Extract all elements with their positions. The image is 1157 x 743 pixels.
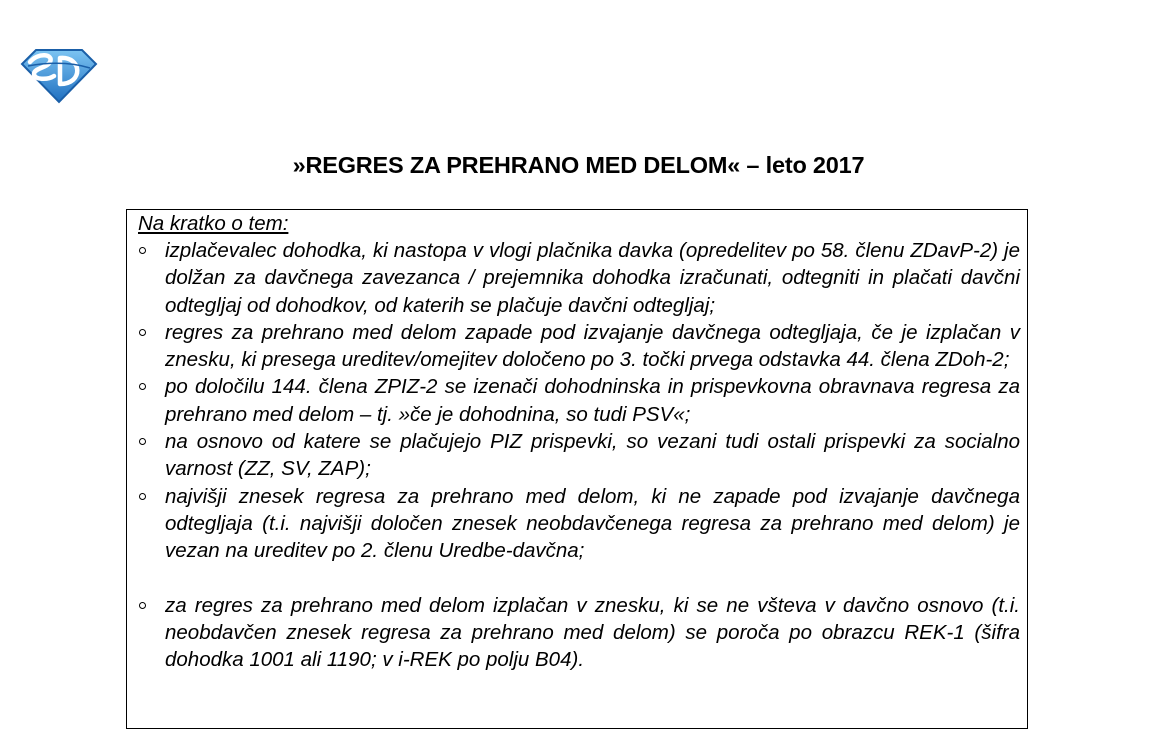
bullet-icon bbox=[139, 493, 146, 500]
bullet-list bbox=[127, 237, 1027, 673]
bullet-icon bbox=[139, 602, 146, 609]
list-item-text: na osnovo od katere se plačujejo PIZ prispevki, so vezani tudi ostali prispevki za socialno varnost (ZZ, SV, ZAP); bbox=[165, 430, 1020, 481]
box-heading: Na kratko o tem: bbox=[138, 212, 289, 235]
summary-box bbox=[126, 209, 1028, 729]
page-title: »REGRES ZA PREHRANO MED DELOM« – leto 2017 bbox=[292, 152, 865, 178]
list-item bbox=[127, 319, 1027, 374]
list-item bbox=[127, 483, 1027, 565]
bullet-icon bbox=[139, 438, 146, 445]
list-item-text: izplačevalec dohodka, ki nastopa v vlogi plačnika davka (opredelitev po 58. členu ZDavP-2) je dolžan za davčnega zavezanca / prejemnika dohodka izračunati, odtegniti in plačati davčni odtegljaj od dohodkov, od katerih se plačuje davčni odtegljaj; bbox=[165, 239, 1020, 317]
bullet-icon bbox=[139, 247, 146, 254]
list-item-text: najvišji znesek regresa za prehrano med delom, ki ne zapade pod izvajanje davčnega odtegljaja (t.i. najvišji določen znesek neobdavčenega regresa za prehrano med delom) je vezan na ureditev po 2. členu Uredbe-davčna; bbox=[165, 484, 1020, 563]
bullet-icon bbox=[139, 329, 146, 336]
sd-shield-logo-icon bbox=[20, 46, 98, 104]
list-item-text: po določilu 144. člena ZPIZ-2 se izenači dohodninska in prispevkovna obravnava regresa za prehrano med delom – tj. »če je dohodnina, so tudi PSV«; bbox=[165, 375, 1020, 426]
list-item bbox=[127, 428, 1027, 483]
bullet-icon bbox=[139, 383, 146, 390]
list-item-text: za regres za prehrano med delom izplačan v znesku, ki se ne všteva v davčno osnovo (t.i. neobdavčen znesek regresa za prehrano med delom) se poroča po obrazcu REK-1 (šifra dohodka 1001 ali 1190; v i-REK po polju B04). bbox=[165, 593, 1020, 672]
list-item bbox=[127, 373, 1027, 428]
list-item-text: regres za prehrano med delom zapade pod izvajanje davčnega odtegljaja, če je izplačan v znesku, ki presega ureditev/omejitev določeno po 3. točki prvega odstavka 44. člena ZDoh-2; bbox=[165, 320, 1020, 372]
list-item bbox=[127, 592, 1027, 674]
list-item bbox=[127, 237, 1027, 319]
